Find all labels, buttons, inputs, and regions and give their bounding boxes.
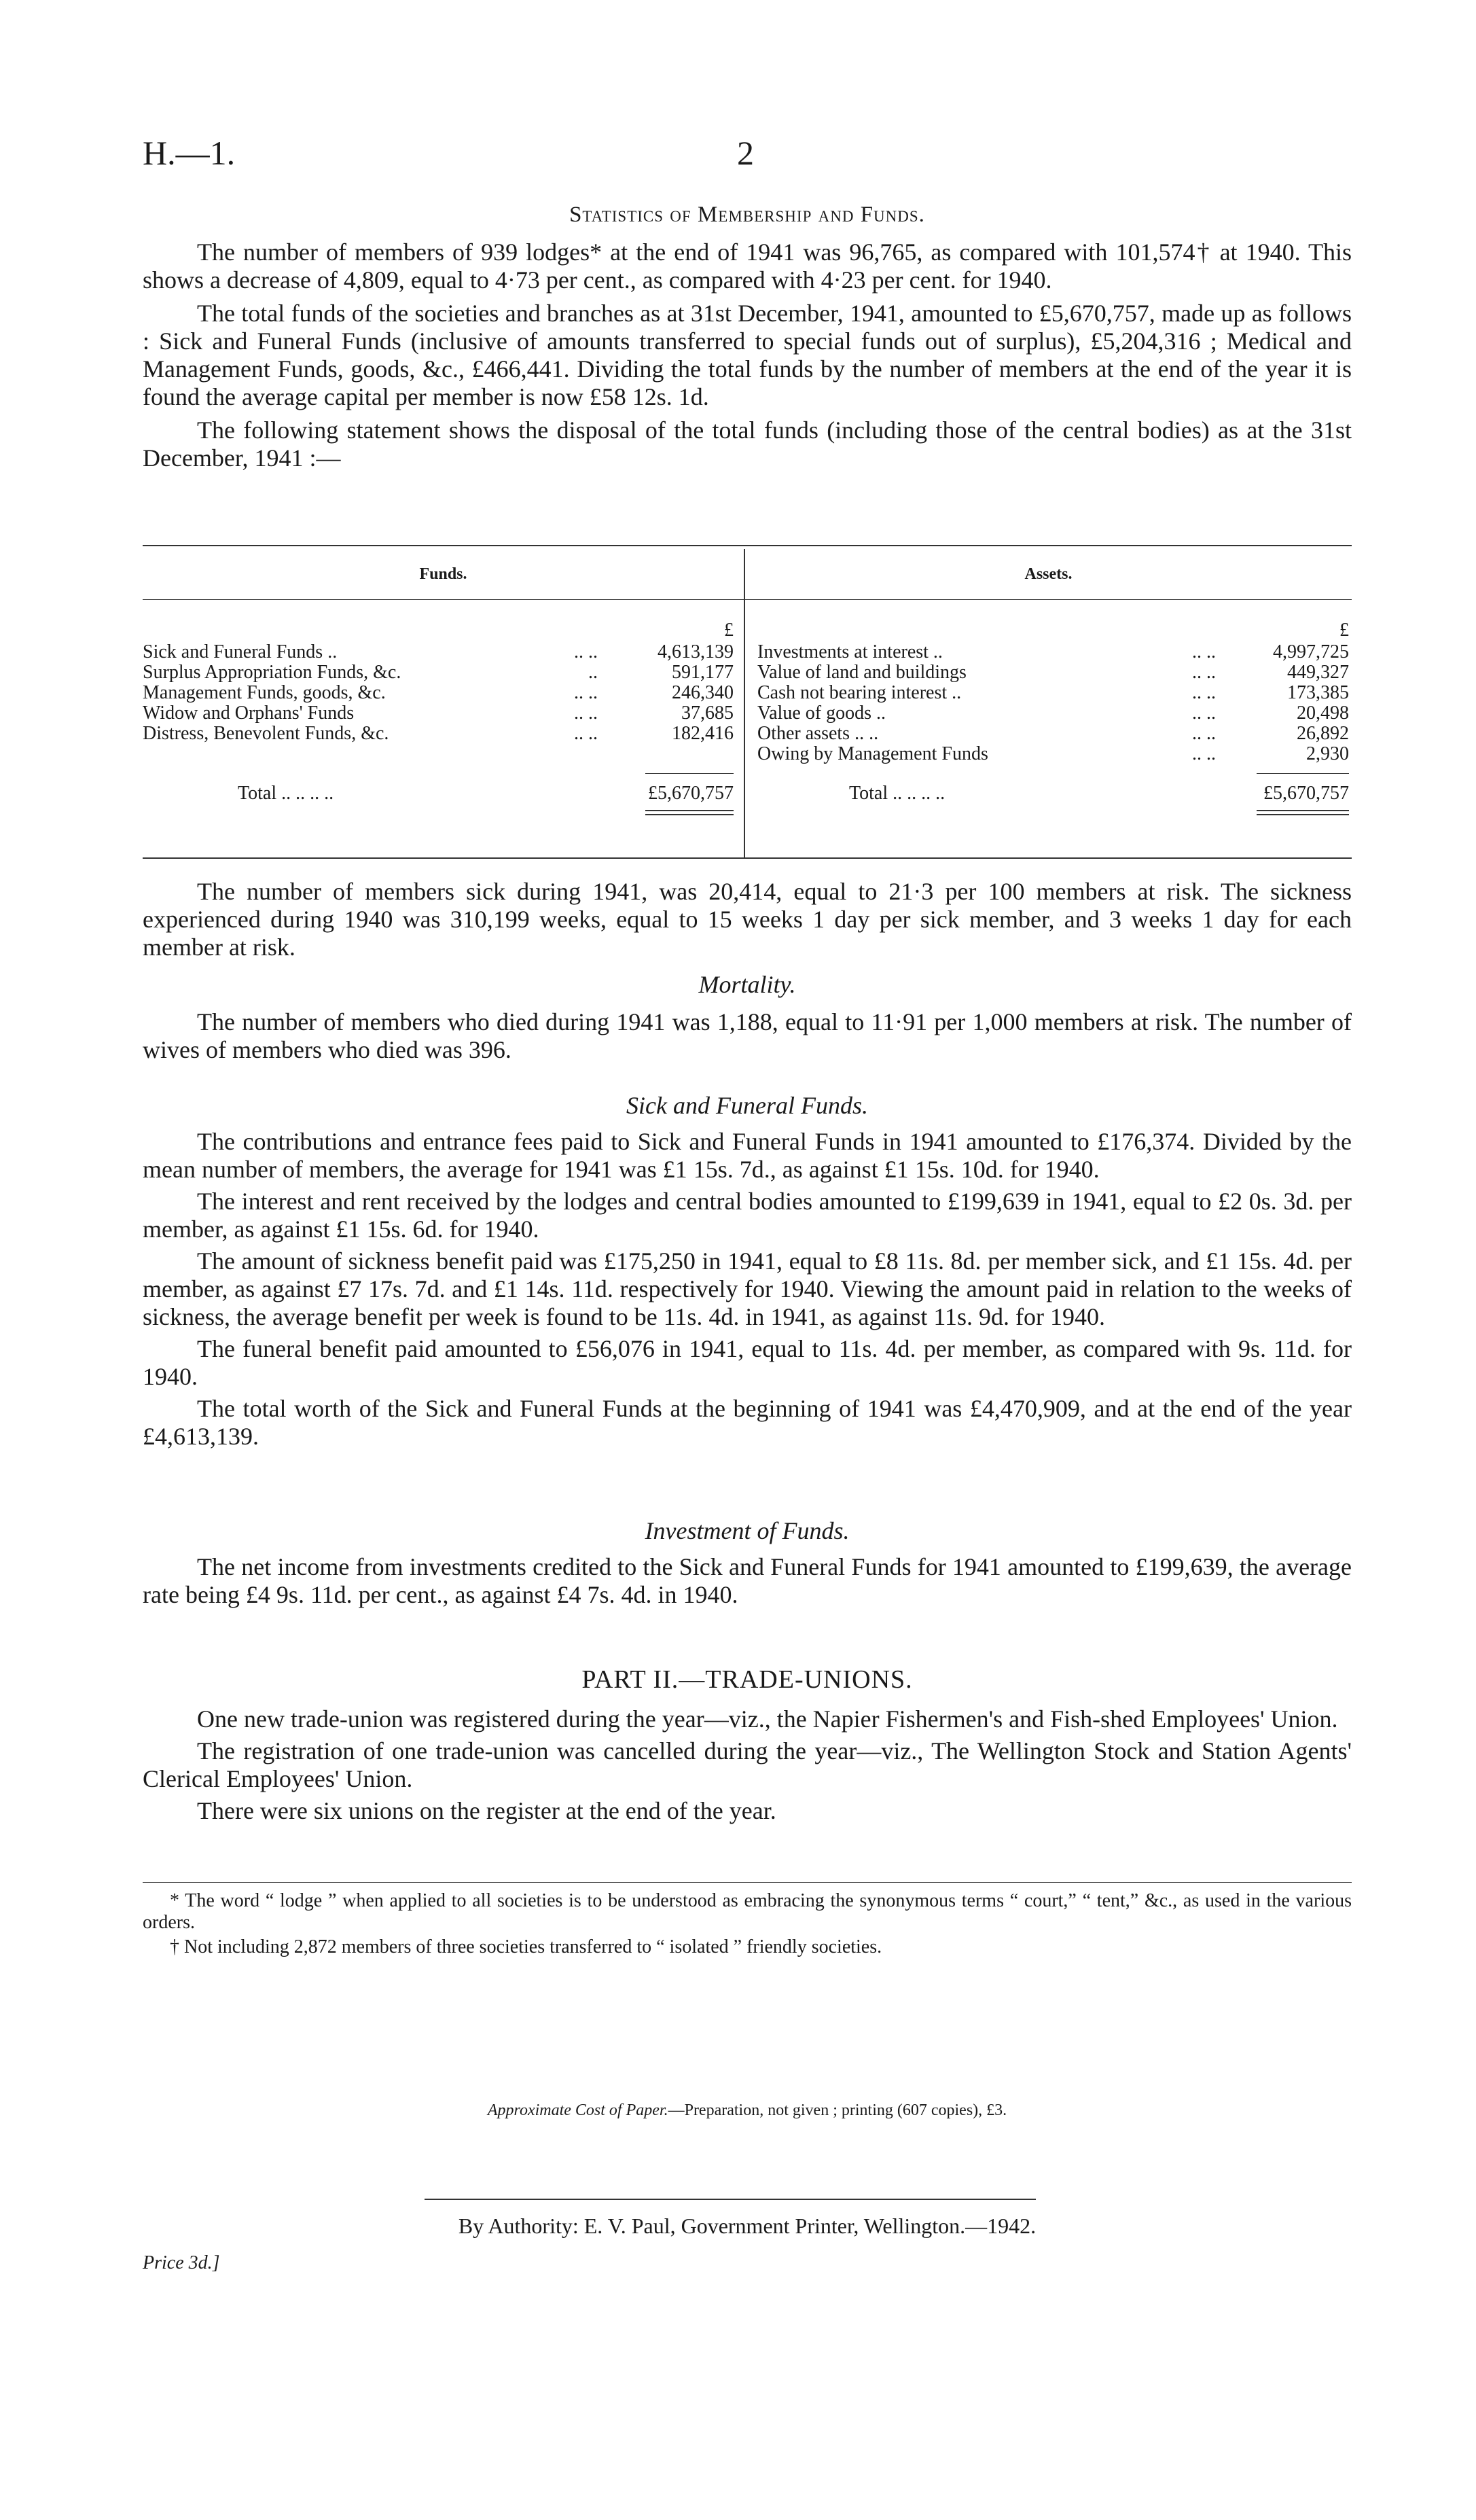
funds-row-label: Sick and Funeral Funds ..	[143, 641, 338, 662]
sick-funeral-paragraph: The contributions and entrance fees paid to Sick and Funeral Funds in 1941 amounted to £176,374. Divided by the mean number of members, the average for 1941 was £1 15s. 7d., as against £1 15s. 10d. for 1940.	[143, 1128, 1352, 1183]
funds-row-label: Management Funds, goods, &c.	[143, 682, 386, 703]
footnote-rule	[143, 1882, 1352, 1883]
assets-row-label: Other assets .. ..	[757, 723, 879, 744]
sick-funeral-paragraph: The funeral benefit paid amounted to £56,076 in 1941, equal to 11s. 4d. per member, as compared with 9s. 11d. for 1940.	[143, 1335, 1352, 1390]
sick-funeral-section	[143, 1091, 1352, 1451]
footnote-lodge: * The word “ lodge ” when applied to all societies is to be understood as embracing the synonymous terms “ court,” “ tent,” &c., as used in the various orders.	[143, 1890, 1352, 1933]
assets-row-value: 20,498	[1297, 703, 1349, 724]
sickness-paragraph: The number of members sick during 1941, was 20,414, equal to 21·3 per 100 members at risk. The sickness experienced during 1940 was 310,199 weeks, equal to 15 weeks 1 day per sick member, and 3 weeks 1 day for each member at risk.	[143, 878, 1352, 961]
funds-column-header: Funds.	[419, 565, 467, 583]
stats-paragraph-2: The total funds of the societies and branches as at 31st December, 1941, amounted to £5,670,757, made up as follows : Sick and Funeral Funds (inclusive of amounts transferred to special funds out of surplus), £5,204,316 ; Medical and Management Funds, goods, &c., £466,441. Dividing the total funds by the number of members at the end of the year it is found the average capital per member is now £58 12s. 1d.	[143, 300, 1352, 410]
funds-row-dots: .. ..	[574, 682, 598, 703]
assets-row-value: 449,327	[1287, 662, 1349, 683]
sickness-section	[143, 878, 1352, 961]
part2-paragraph: One new trade-union was registered during the year—viz., the Napier Fishermen's and Fish-shed Employees' Union.	[197, 1705, 1338, 1733]
funds-total-value: £5,670,757	[648, 783, 734, 804]
assets-total-double-rule	[1257, 810, 1349, 811]
funds-row-value: 246,340	[672, 682, 734, 703]
investment-section	[143, 1516, 1352, 1609]
cost-note-label: Approximate Cost of Paper.	[487, 2101, 668, 2119]
assets-row-value: 2,930	[1306, 743, 1349, 764]
sick-funeral-paragraph: The total worth of the Sick and Funeral Funds at the beginning of 1941 was £4,470,909, and at the end of the year £4,613,139.	[143, 1395, 1352, 1450]
assets-row-label: Cash not bearing interest ..	[757, 682, 962, 703]
sick-funeral-paragraph: The amount of sickness benefit paid was £175,250 in 1941, equal to £8 11s. 8d. per member sick, and £1 15s. 4d. per member, as against £7 17s. 7d. and £1 14s. 11d. respectively for 1940. Viewing the amount paid in relation to the weeks of sickness, the average benefit per week is found to be 11s. 4d. in 1941, as against 11s. 9d. for 1940.	[143, 1247, 1352, 1330]
mortality-paragraph: The number of members who died during 1941 was 1,188, equal to 11·91 per 1,000 members at risk. The number of wives of members who died was 396.	[143, 1008, 1352, 1063]
sick-funeral-paragraph: The interest and rent received by the lodges and central bodies amounted to £199,639 in 1941, equal to £2 0s. 3d. per member, as against £1 15s. 6d. for 1940.	[143, 1188, 1352, 1243]
funds-row-dots: .. ..	[574, 703, 598, 724]
part2-heading: PART II.—TRADE-UNIONS.	[581, 1665, 913, 1694]
funds-row-label: Distress, Benevolent Funds, &c.	[143, 723, 389, 744]
mortality-heading: Mortality.	[698, 971, 796, 998]
authority-line: By Authority: E. V. Paul, Government Printer, Wellington.—1942.	[458, 2214, 1037, 2238]
investment-heading: Investment of Funds.	[645, 1517, 850, 1544]
page-number: 2	[737, 134, 754, 172]
authority-rule	[425, 2199, 1036, 2200]
funds-row-value: 4,613,139	[658, 641, 734, 662]
cost-of-paper-note	[143, 2101, 1352, 2120]
assets-total-label: Total .. .. .. ..	[849, 783, 946, 804]
part2-paragraph: The registration of one trade-union was cancelled during the year—viz., The Wellington Stock and Station Agents' Clerical Employees' Union.	[143, 1737, 1352, 1792]
assets-row-value: 26,892	[1297, 723, 1349, 744]
funds-row-value: 591,177	[672, 662, 734, 683]
mortality-section	[143, 970, 1352, 1064]
assets-row-value: 4,997,725	[1273, 641, 1349, 662]
funds-total-double-rule	[645, 814, 734, 815]
assets-row-dots: .. ..	[1192, 662, 1216, 683]
stats-paragraph-3: The following statement shows the disposal of the total funds (including those of the central bodies) as at the 31st December, 1941 :—	[143, 416, 1352, 472]
assets-row-dots: .. ..	[1192, 641, 1216, 662]
funds-total-label: Total .. .. .. ..	[238, 783, 334, 804]
assets-row-label: Value of goods ..	[757, 703, 886, 724]
assets-total-rule	[1257, 773, 1349, 774]
assets-currency-symbol: £	[1339, 620, 1349, 641]
assets-row-dots: .. ..	[1192, 682, 1216, 703]
stats-heading: Statistics of Membership and Funds.	[569, 202, 925, 227]
stats-paragraph-1: The number of members of 939 lodges* at the end of 1941 was 96,765, as compared with 101,574† at 1940. This shows a decrease of 4,809, equal to 4·73 per cent., as compared with 4·23 per cent. for 1940.	[143, 238, 1352, 294]
funds-assets-table	[143, 545, 1352, 859]
table-center-divider	[744, 549, 745, 859]
assets-row-value: 173,385	[1287, 682, 1349, 703]
funds-row-value: 182,416	[672, 723, 734, 744]
assets-row-dots: .. ..	[1192, 723, 1216, 744]
funds-row-label: Surplus Appropriation Funds, &c.	[143, 662, 401, 683]
funds-row-dots: .. ..	[574, 723, 598, 744]
assets-row-label: Value of land and buildings	[757, 662, 967, 683]
investment-paragraph: The net income from investments credited to the Sick and Funeral Funds for 1941 amounted to £199,639, the average rate being £4 9s. 11d. per cent., as against £4 7s. 4d. in 1940.	[143, 1553, 1352, 1608]
assets-row-label: Investments at interest ..	[757, 641, 943, 662]
part2-paragraph: There were six unions on the register at the end of the year.	[197, 1797, 776, 1824]
funds-row-value: 37,685	[681, 703, 734, 724]
report-code: H.—1.	[143, 134, 236, 172]
assets-row-label: Owing by Management Funds	[757, 743, 988, 764]
cost-note-text: —Preparation, not given ; printing (607 copies), £3.	[668, 2101, 1007, 2119]
assets-total-double-rule	[1257, 814, 1349, 815]
stats-section	[143, 202, 1352, 472]
assets-column-header: Assets.	[1024, 565, 1073, 583]
funds-total-double-rule	[645, 810, 734, 811]
table-header-rule	[143, 599, 1352, 600]
footnote-isolated: † Not including 2,872 members of three societies transferred to “ isolated ” friendly societies.	[170, 1936, 882, 1957]
footnotes	[143, 1890, 1352, 1958]
part2-section	[143, 1665, 1352, 1825]
table-top-rule	[143, 545, 1352, 546]
funds-total-rule	[645, 773, 734, 774]
assets-row-dots: .. ..	[1192, 703, 1216, 724]
assets-total-value: £5,670,757	[1263, 783, 1349, 804]
funds-row-dots: .. ..	[574, 641, 598, 662]
funds-row-dots: ..	[588, 662, 598, 683]
assets-row-dots: .. ..	[1192, 743, 1216, 764]
price-label: Price 3d.]	[143, 2252, 220, 2273]
sick-funeral-heading: Sick and Funeral Funds.	[626, 1092, 868, 1119]
funds-row-label: Widow and Orphans' Funds	[143, 703, 355, 724]
table-bottom-rule	[143, 857, 1352, 859]
funds-currency-symbol: £	[724, 620, 734, 641]
